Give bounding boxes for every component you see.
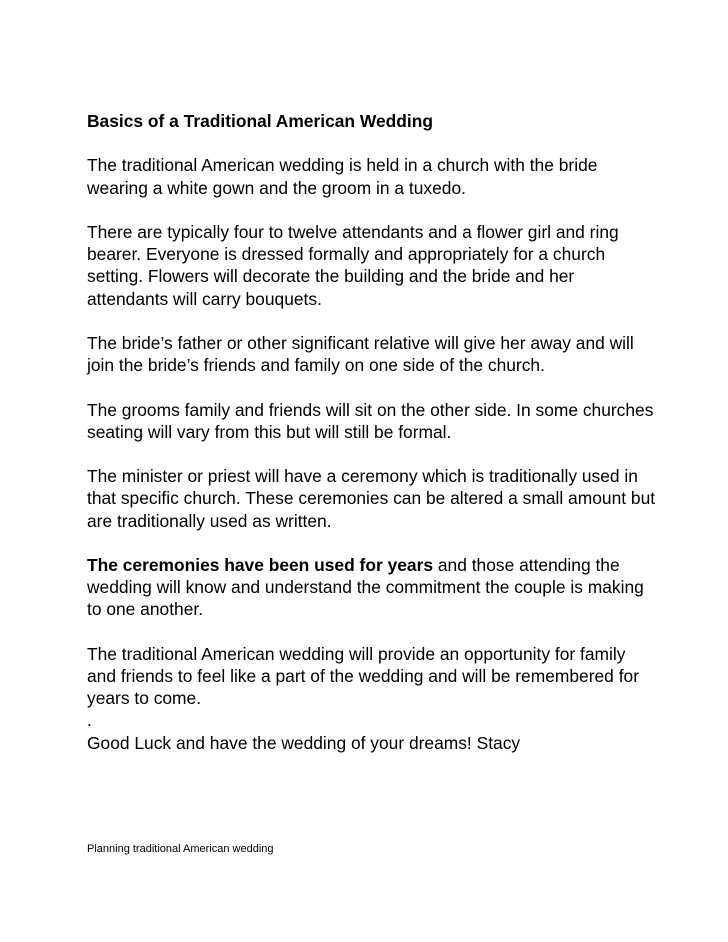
emphasis-rest-text: and those attending the wedding will know and understand the commitment the couple is making to one another. bbox=[87, 554, 644, 620]
paragraph-intro: The traditional American wedding is held in a church with the bride wearing a white gown and the groom in a tuxedo. bbox=[87, 155, 598, 198]
paragraph-emphasis bbox=[87, 554, 657, 621]
paragraph-father: The bride’s father or other significant relative will give her away and will join the bride’s friends and family on one side of the church. bbox=[87, 332, 634, 376]
paragraph-attendants: There are typically four to twelve attendants and a flower girl and ring bearer. Everyone is dressed formally and appropriately for a church setting. Flowers will decorate the building and the bride and her attendants will carry bouquets. bbox=[87, 221, 619, 309]
page-footer: Planning traditional American wedding bbox=[87, 843, 274, 855]
emphasis-bold-text: The ceremonies have been used for years bbox=[87, 554, 434, 575]
paragraph-ceremony: The minister or priest will have a ceremony which is traditionally used in that specific church. These ceremonies can be altered a small amount but are traditionally used as written. bbox=[87, 466, 656, 531]
document-title: Basics of a Traditional American Wedding bbox=[87, 111, 433, 131]
signoff-line: Good Luck and have the wedding of your dreams! Stacy bbox=[87, 732, 521, 753]
paragraph-seating: The grooms family and friends will sit on the other side. In some churches seating will vary from this but will still be formal. bbox=[87, 399, 654, 442]
document-body bbox=[87, 110, 657, 754]
dot-line: . bbox=[87, 710, 92, 731]
paragraph-closing: The traditional American wedding will provide an opportunity for family and friends to feel like a part of the wedding and will be remembered for years to come. bbox=[87, 643, 639, 709]
